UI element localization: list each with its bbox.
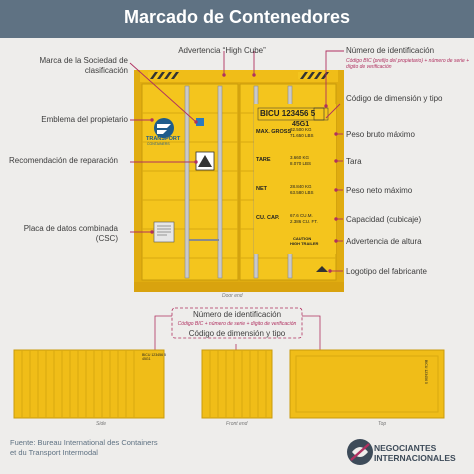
front-view-container (202, 350, 272, 418)
top-id-code: BICU 123456 5 (424, 360, 428, 384)
door-logo-text: TRANSPORT (146, 136, 181, 142)
brand-logo-icon (347, 439, 373, 465)
label-id-note: Código BIC (prefijo del propietario) + número de serie + dígito de verificación (346, 58, 470, 70)
caption-door-end: Door end (222, 293, 243, 299)
callout-id-number: Número de identificación (192, 310, 282, 319)
label-max-gross: Peso bruto máximo (346, 130, 415, 139)
label-height-warning: Advertencia de altura (346, 237, 422, 246)
row-capacity-label: CU. CAP. (256, 215, 280, 221)
door-type-code: 45G1 (292, 121, 310, 128)
brand-line-1: NEGOCIANTES (374, 443, 437, 453)
brand-name (374, 443, 456, 463)
high-cube-stripes-left (148, 72, 179, 79)
source-line-1: Fuente: Bureau International des Containers (10, 438, 158, 447)
label-owner-emblem: Emblema del propietario (41, 115, 128, 124)
repair-sign (196, 152, 214, 170)
door-id-code: BICU 123456 5 (260, 109, 316, 118)
transport-logo (154, 118, 174, 138)
row-tare-lbs: 8.070 LBS (290, 161, 312, 166)
row-net-label: NET (256, 186, 267, 192)
caption-front-end: Front end (226, 421, 248, 427)
row-capacity-cum: 67.6 CU.M. (290, 213, 313, 218)
source-line-2: et du Transport Intermodal (10, 448, 98, 457)
label-manufacturer-logo: Logotipo del fabricante (346, 267, 427, 276)
row-max-gross-label: MAX. GROSS (256, 129, 292, 135)
source-text (10, 438, 158, 458)
row-max-gross-kg: 32.500 KG (290, 127, 312, 132)
side-id-code: BICU 123456 5 45G1 (142, 353, 166, 361)
label-max-net: Peso neto máximo (346, 186, 413, 195)
label-id-number: Número de identificación (346, 46, 435, 55)
row-net-kg: 28.840 KG (290, 184, 312, 189)
high-trailer-text: HIGH TRAILER (290, 241, 319, 246)
top-view-container (290, 350, 444, 418)
label-dimension-type: Código de dimensión y tipo (346, 94, 443, 103)
callout-dimension-type: Código de dimensión y tipo (188, 329, 286, 338)
label-tare: Tara (346, 157, 362, 166)
caution-text: CAUTION (293, 236, 312, 241)
caption-side: Side (96, 421, 107, 427)
label-repair: Recomendación de reparación (9, 156, 118, 165)
high-cube-stripes-right (298, 72, 329, 79)
row-tare-kg: 3.660 KG (290, 155, 310, 160)
caption-top: Top (378, 421, 387, 427)
label-capacity: Capacidad (cubicaje) (346, 215, 422, 224)
door-logo-sub: CONTAINERS (147, 142, 170, 146)
label-high-cube: Advertencia “High Cube” (178, 46, 266, 55)
page-title: Marcado de Contenedores (123, 7, 351, 27)
door-end-container (134, 70, 344, 292)
label-csc-plate: Placa de datos combinada (CSC) (23, 224, 118, 243)
row-capacity-cuft: 2.386 CU. FT. (290, 219, 318, 224)
row-tare-label: TARE (256, 157, 271, 163)
row-max-gross-lbs: 71.650 LBS (290, 133, 314, 138)
brand-line-2: INTERNACIONALES (374, 453, 456, 463)
label-class-society: Marca de la Sociedad de clasificación (39, 56, 128, 75)
row-net-lbs: 63.580 LBS (290, 190, 314, 195)
callout-id-note: Código BIC + número de serie + dígito de verificación (177, 321, 297, 327)
csc-plate (154, 222, 174, 242)
